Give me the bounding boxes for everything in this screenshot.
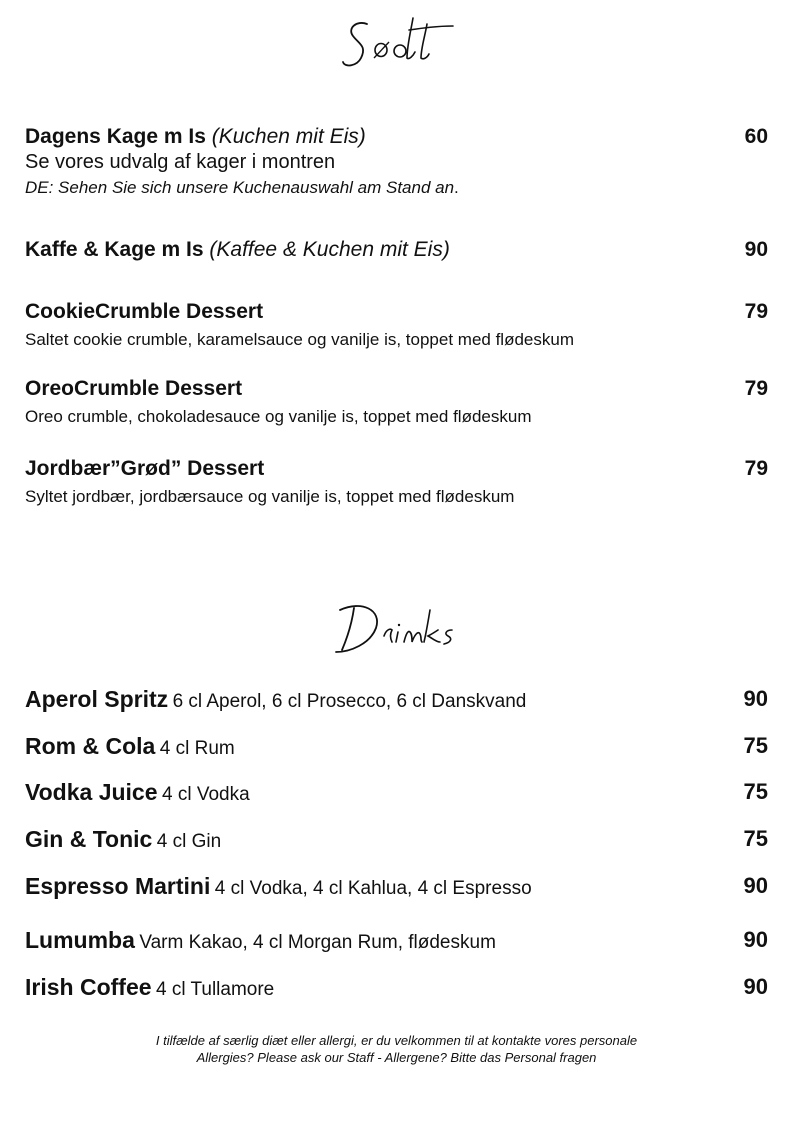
drink-description: Varm Kakao, 4 cl Morgan Rum, flødeskum <box>139 932 496 953</box>
drinks-heading <box>0 596 793 665</box>
item-description: Oreo crumble, chokoladesauce og vanilje is, toppet med flødeskum <box>25 407 532 426</box>
item-price: 60 <box>744 125 768 148</box>
sweets-item <box>25 300 768 350</box>
drink-item <box>25 686 768 713</box>
sweets-item <box>25 457 768 507</box>
item-name-de: (Kuchen mit Eis) <box>211 125 366 148</box>
drink-item <box>25 826 768 853</box>
drink-description: 4 cl Vodka <box>161 784 250 805</box>
drink-price: 90 <box>743 927 768 952</box>
drink-description: 4 cl Tullamore <box>155 979 275 1000</box>
drink-item <box>25 873 768 900</box>
drink-price: 75 <box>743 826 768 851</box>
drink-description: 6 cl Aperol, 6 cl Prosecco, 6 cl Danskvand <box>172 691 527 712</box>
drink-name: Gin & Tonic <box>25 826 153 852</box>
drink-item <box>25 927 768 954</box>
drink-description: 4 cl Rum <box>159 738 235 759</box>
drink-description: 4 cl Vodka, 4 cl Kahlua, 4 cl Espresso <box>214 878 532 899</box>
drink-price: 75 <box>743 733 768 758</box>
item-name: Dagens Kage m Is <box>25 125 206 148</box>
item-description: Saltet cookie crumble, karamelsauce og vanilje is, toppet med flødeskum <box>25 330 574 349</box>
sweets-item <box>25 377 768 427</box>
drink-name: Irish Coffee <box>25 974 152 1000</box>
item-subline: Se vores udvalg af kager i montren <box>25 151 336 173</box>
item-subline-period: . <box>454 178 459 197</box>
drink-price: 90 <box>743 686 768 711</box>
drink-price: 90 <box>743 974 768 999</box>
drink-name: Lumumba <box>25 927 135 953</box>
drinks-heading-script <box>332 596 462 660</box>
drink-name: Vodka Juice <box>25 779 158 805</box>
item-price: 90 <box>744 238 768 261</box>
item-name: Kaffe & Kage m Is <box>25 238 204 261</box>
drink-name: Rom & Cola <box>25 733 156 759</box>
sweets-heading <box>0 10 793 79</box>
drink-price: 90 <box>743 873 768 898</box>
sweets-heading-script <box>337 10 457 74</box>
drink-name: Espresso Martini <box>25 873 211 899</box>
item-description: Syltet jordbær, jordbærsauce og vanilje is, toppet med flødeskum <box>25 487 515 506</box>
drink-item <box>25 733 768 760</box>
item-subline-de: DE: Sehen Sie sich unsere Kuchenauswahl am Stand an <box>25 178 455 197</box>
allergy-note <box>0 1032 793 1066</box>
drink-price: 75 <box>743 779 768 804</box>
item-name: OreoCrumble Dessert <box>25 377 243 400</box>
drink-item <box>25 779 768 806</box>
item-price: 79 <box>744 300 768 323</box>
drink-item <box>25 974 768 1001</box>
drink-name: Aperol Spritz <box>25 686 169 712</box>
sweets-item <box>25 125 768 198</box>
allergy-note-danish: I tilfælde af særlig diæt eller allergi, er du velkommen til at kontakte vores personale <box>155 1033 638 1048</box>
item-price: 79 <box>744 457 768 480</box>
allergy-note-english-german: Allergies? Please ask our Staff - Allergene? Bitte das Personal fragen <box>196 1050 597 1065</box>
drink-description: 4 cl Gin <box>156 831 222 852</box>
item-name: Jordbær”Grød” Dessert <box>25 457 265 480</box>
item-name-de: (Kaffee & Kuchen mit Eis) <box>209 238 450 261</box>
sweets-item <box>25 238 768 262</box>
item-price: 79 <box>744 377 768 400</box>
item-name: CookieCrumble Dessert <box>25 300 264 323</box>
